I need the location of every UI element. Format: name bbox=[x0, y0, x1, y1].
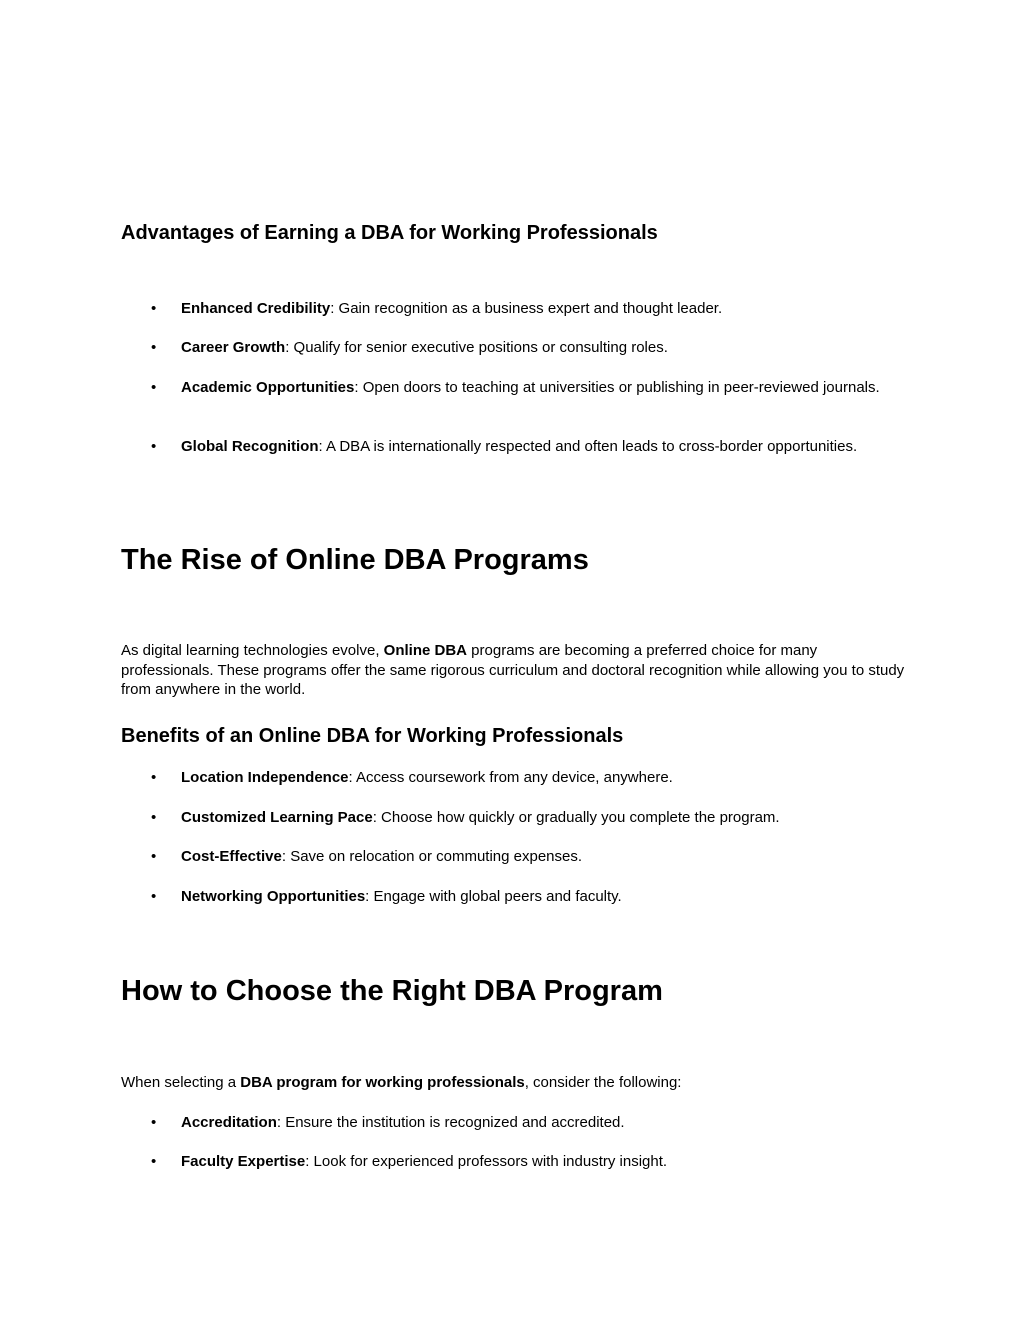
advantages-list bbox=[121, 437, 911, 457]
advantages-list bbox=[121, 378, 911, 398]
item-text: : Gain recognition as a business expert and thought leader. bbox=[330, 300, 723, 317]
bullet-icon: • bbox=[151, 848, 157, 865]
item-text: : Open doors to teaching at universities or publishing in peer-reviewed journals. bbox=[354, 379, 880, 396]
bullet-icon: • bbox=[151, 769, 157, 786]
bullet-icon: • bbox=[151, 379, 157, 396]
choose-list bbox=[121, 1113, 911, 1133]
benefits-list bbox=[121, 847, 911, 867]
item-text: : Look for experienced professors with industry insight. bbox=[305, 1153, 668, 1170]
list-item bbox=[121, 768, 911, 788]
rise-intro-before: As digital learning technologies evolve, bbox=[121, 642, 384, 659]
list-item bbox=[121, 808, 911, 828]
bullet-icon: • bbox=[151, 1153, 157, 1170]
bullet-icon: • bbox=[151, 300, 157, 317]
item-text: : Access coursework from any device, anywhere. bbox=[348, 769, 673, 786]
item-text: : Ensure the institution is recognized and accredited. bbox=[276, 1114, 625, 1131]
list-item bbox=[121, 1152, 911, 1172]
item-term: Networking Opportunities bbox=[181, 888, 366, 905]
item-term: Enhanced Credibility bbox=[181, 300, 331, 317]
choose-intro-after: , consider the following: bbox=[524, 1074, 682, 1091]
advantages-heading: Advantages of Earning a DBA for Working Professionals bbox=[121, 222, 658, 244]
bullet-icon: • bbox=[151, 809, 157, 826]
choose-intro-before: When selecting a bbox=[121, 1074, 241, 1091]
list-item bbox=[121, 338, 911, 358]
rise-intro-after: programs are becoming a preferred choice for many professionals. These programs offer the same rigorous curriculum and doctoral recognition while allowing you to study from anywhere in the world. bbox=[121, 642, 905, 698]
bullet-icon: • bbox=[151, 1114, 157, 1131]
list-item bbox=[121, 299, 911, 319]
rise-intro-bold: Online DBA bbox=[383, 642, 468, 659]
choose-list bbox=[121, 1152, 911, 1172]
item-term: Career Growth bbox=[181, 339, 286, 356]
advantages-list bbox=[121, 299, 911, 319]
item-text: : Save on relocation or commuting expenses. bbox=[281, 848, 583, 865]
list-item bbox=[121, 437, 911, 457]
list-item bbox=[121, 378, 911, 398]
rise-intro bbox=[121, 641, 911, 700]
item-text: : Engage with global peers and faculty. bbox=[365, 888, 622, 905]
choose-intro bbox=[121, 1073, 911, 1093]
choose-heading: How to Choose the Right DBA Program bbox=[121, 975, 663, 1007]
item-term: Faculty Expertise bbox=[181, 1153, 306, 1170]
item-term: Global Recognition bbox=[181, 438, 319, 455]
list-item bbox=[121, 1113, 911, 1133]
rise-heading: The Rise of Online DBA Programs bbox=[121, 544, 589, 576]
choose-intro-bold: DBA program for working professionals bbox=[240, 1074, 525, 1091]
item-text: : Choose how quickly or gradually you complete the program. bbox=[372, 809, 780, 826]
bullet-icon: • bbox=[151, 888, 157, 905]
advantages-list bbox=[121, 338, 911, 358]
list-item bbox=[121, 887, 911, 907]
item-term: Cost-Effective bbox=[181, 848, 282, 865]
item-text: : Qualify for senior executive positions or consulting roles. bbox=[285, 339, 668, 356]
item-term: Accreditation bbox=[181, 1114, 277, 1131]
item-term: Academic Opportunities bbox=[181, 379, 355, 396]
benefits-list bbox=[121, 768, 911, 788]
benefits-heading: Benefits of an Online DBA for Working Professionals bbox=[121, 725, 624, 747]
list-item bbox=[121, 847, 911, 867]
bullet-icon: • bbox=[151, 339, 157, 356]
item-text: : A DBA is internationally respected and often leads to cross-border opportunities. bbox=[318, 438, 858, 455]
item-term: Customized Learning Pace bbox=[181, 809, 373, 826]
bullet-icon: • bbox=[151, 438, 157, 455]
benefits-list bbox=[121, 808, 911, 828]
item-term: Location Independence bbox=[181, 769, 349, 786]
benefits-list bbox=[121, 887, 911, 907]
